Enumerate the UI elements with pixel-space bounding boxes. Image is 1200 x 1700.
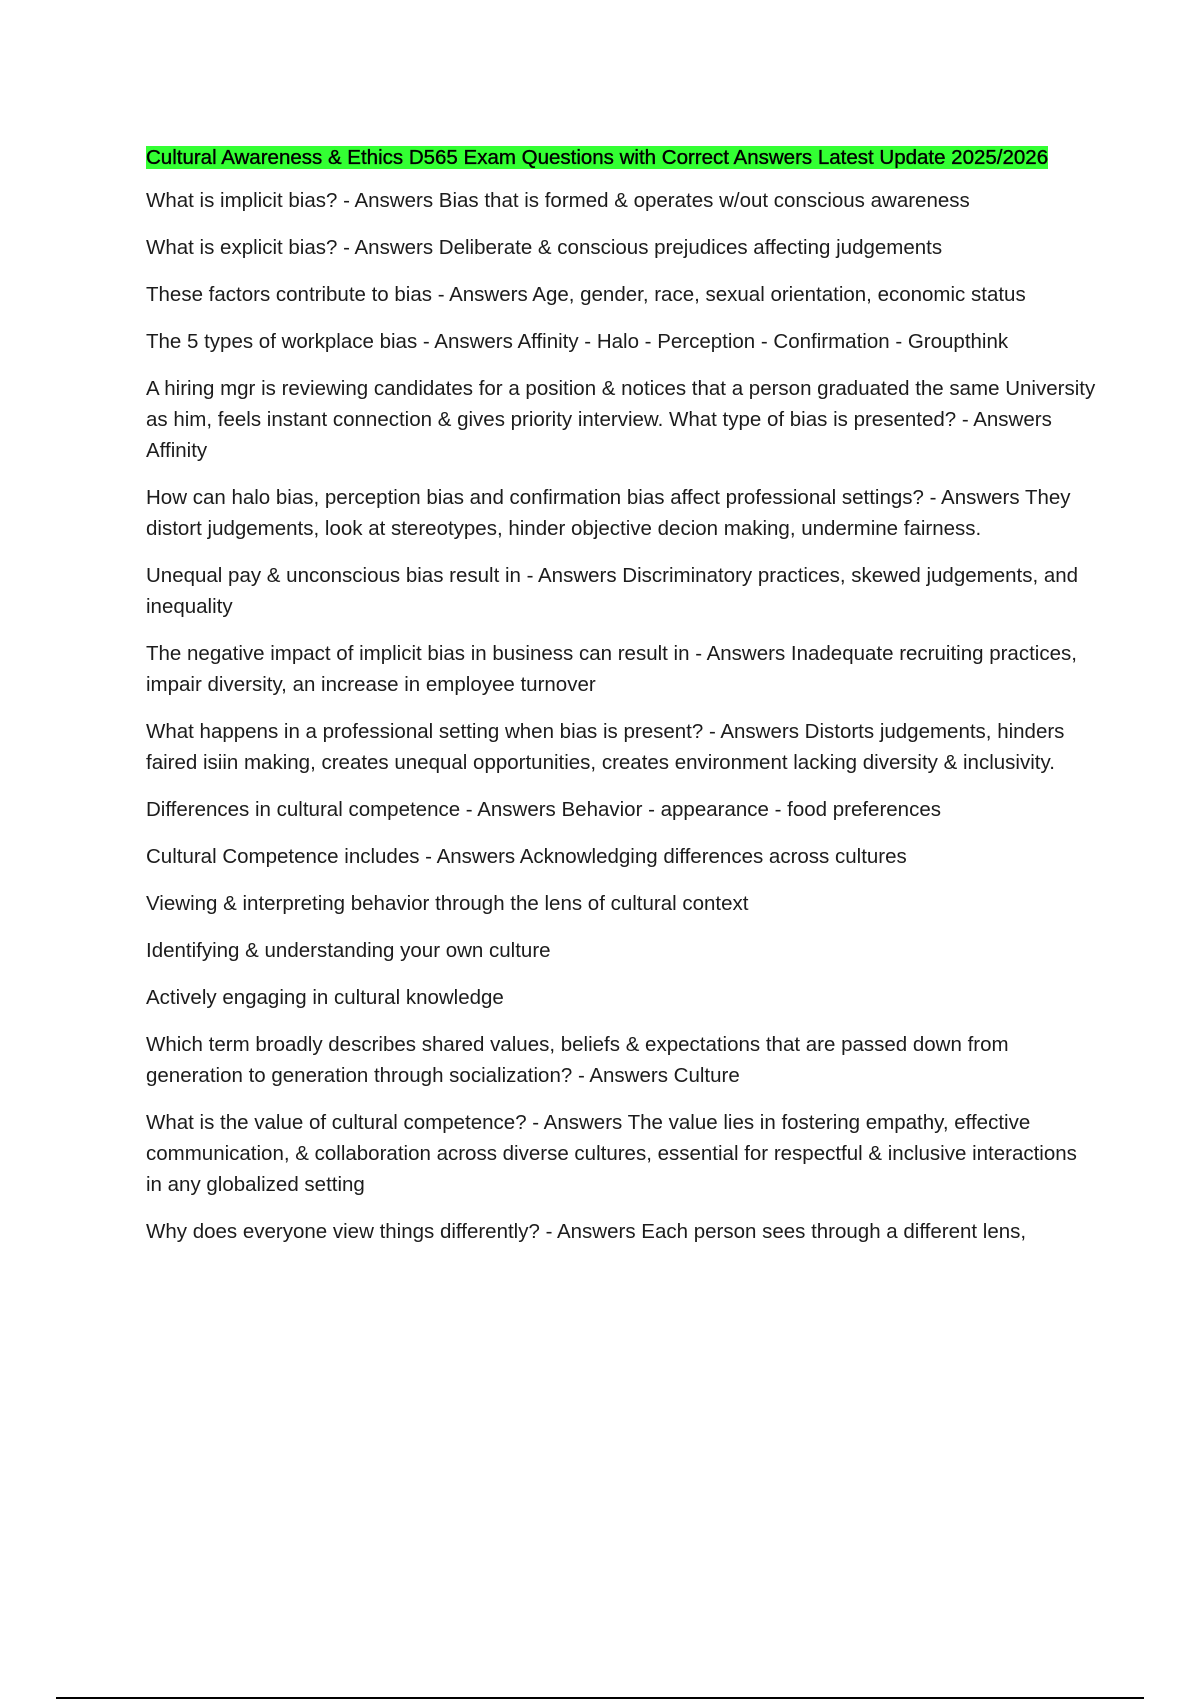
qa-entry: Unequal pay & unconscious bias result in - Answers Discriminatory practices, skewed judgements, and inequality — [146, 564, 1079, 618]
page-bottom-rule — [56, 1697, 1144, 1699]
document-title-text: Cultural Awareness & Ethics D565 Exam Questions with Correct Answers Latest Update 2025/2026 — [146, 146, 1049, 169]
qa-entry: The 5 types of workplace bias - Answers Affinity - Halo - Perception - Confirmation - Groupthink — [146, 330, 1009, 353]
qa-entry: What is explicit bias? - Answers Deliberate & conscious prejudices affecting judgements — [146, 236, 943, 259]
qa-entry: The negative impact of implicit bias in business can result in - Answers Inadequate recruiting practices, impair diversity, an increase in employee turnover — [146, 642, 1077, 696]
document-title — [146, 142, 1098, 174]
qa-entry: Which term broadly describes shared values, beliefs & expectations that are passed down from generation to generation through socialization? - Answers Culture — [146, 1033, 1009, 1087]
document-page — [146, 142, 1098, 1263]
qa-entry: Identifying & understanding your own culture — [146, 939, 551, 962]
qa-entry: What is implicit bias? - Answers Bias that is formed & operates w/out conscious awareness — [146, 189, 970, 212]
qa-entry: Cultural Competence includes - Answers Acknowledging differences across cultures — [146, 845, 907, 868]
qa-entry: Viewing & interpreting behavior through the lens of cultural context — [146, 892, 749, 915]
qa-entry: These factors contribute to bias - Answers Age, gender, race, sexual orientation, economic status — [146, 283, 1026, 306]
qa-entry: A hiring mgr is reviewing candidates for a position & notices that a person graduated the same University as him, feels instant connection & gives priority interview. What type of bias is presented? - Answers Affinity — [146, 377, 1096, 462]
qa-entry: How can halo bias, perception bias and confirmation bias affect professional settings? - Answers They distort judgements, look at stereotypes, hinder objective decion making, undermine fairness. — [146, 486, 1071, 540]
qa-entry: Differences in cultural competence - Answers Behavior - appearance - food preferences — [146, 798, 941, 821]
qa-entry: Actively engaging in cultural knowledge — [146, 986, 504, 1009]
qa-entry: Why does everyone view things differently? - Answers Each person sees through a different lens, — [146, 1220, 1027, 1243]
qa-entry: What happens in a professional setting when bias is present? - Answers Distorts judgements, hinders faired isiin making, creates unequal opportunities, creates environment lacking diversity & inclusivity. — [146, 720, 1065, 774]
qa-entry: What is the value of cultural competence? - Answers The value lies in fostering empathy, effective communication, & collaboration across diverse cultures, essential for respectful & inclusive interactions in any globalized setting — [146, 1111, 1077, 1196]
